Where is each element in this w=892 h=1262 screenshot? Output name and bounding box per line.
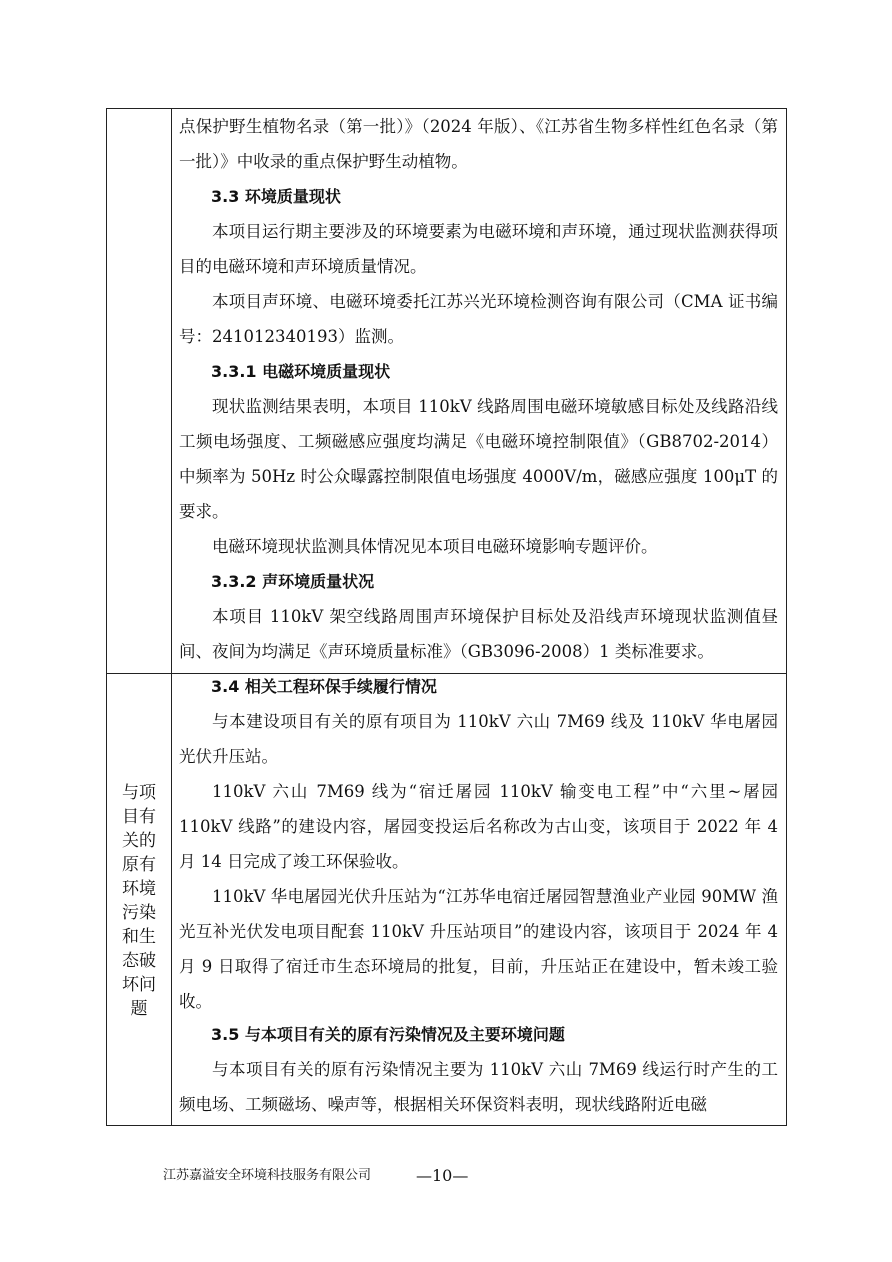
paragraph-line-7m69: 110kV 六山 7M69 线为“宿迁屠园 110kV 输变电工程”中“六里~屠园 110kV 线路”的建设内容，屠园变投运后名称改为古山变，该项目于 2022 年 4 月 14 日完成了竣工环保验收。 [179,782,778,871]
column-divider [171,109,172,1125]
paragraph-noise-results: 本项目 110kV 架空线路周围声环境保护目标处及沿线声环境现状监测值昼间、夜间为均满足《声环境质量标准》（GB3096-2008）1 类标准要求。 [179,607,778,661]
footer-company: 江苏嘉溢安全环境科技服务有限公司 [163,1168,372,1183]
heading-3-5: 3.5 与本项目有关的原有污染情况及主要环境问题 [211,1025,565,1044]
row-label-related-issues: 与项 目有 关的 原有 环境 污染 和生 态破 坏问 题 [122,783,156,1019]
heading-3-3-1: 3.3.1 电磁环境质量现状 [211,362,391,381]
paragraph-monitoring-agency: 本项目声环境、电磁环境委托江苏兴光环境检测咨询有限公司（CMA 证书编号：241012340193）监测。 [179,292,778,346]
paragraph-em-results: 现状监测结果表明，本项目 110kV 线路周围电磁环境敏感目标处及线路沿线工频电场强度、工频磁感应强度均满足《电磁环境控制限值》（GB8702-2014）中频率为 50Hz 时公众曝露控制限值电场强度 4000V/m，磁感应强度 100μT 的要求。 [179,397,778,521]
paragraph-booster-station: 110kV 华电屠园光伏升压站为“江苏华电宿迁屠园智慧渔业产业园 90MW 渔光互补光伏发电项目配套 110kV 升压站项目”的建设内容，该项目于 2024 年 4 月 9 日取得了宿迁市生态环境局的批复，目前，升压站正在建设中，暂未竣工验收。 [179,887,778,1011]
heading-3-4: 3.4 相关工程环保手续履行情况 [211,677,437,696]
report-table [106,108,787,1126]
heading-3-3-2: 3.3.2 声环境质量状况 [211,572,375,591]
paragraph-env-elements: 本项目运行期主要涉及的环境要素为电磁环境和声环境，通过现状监测获得项目的电磁环境和声环境质量情况。 [179,222,778,276]
page-number: —10— [416,1166,469,1185]
paragraph-existing-pollution: 与本项目有关的原有污染情况主要为 110kV 六山 7M69 线运行时产生的工频电场、工频磁场、噪声等，根据相关环保资料表明，现状线路附近电磁 [179,1060,778,1114]
heading-3-3: 3.3 环境质量现状 [211,187,341,206]
paragraph-protected-species: 点保护野生植物名录（第一批）》（2024 年版）、《江苏省生物多样性红色名录（第一批）》中收录的重点保护野生动植物。 [179,117,778,171]
paragraph-em-details: 电磁环境现状监测具体情况见本项目电磁环境影响专题评价。 [212,537,658,556]
paragraph-related-projects: 与本建设项目有关的原有项目为 110kV 六山 7M69 线及 110kV 华电屠园光伏升压站。 [179,712,778,766]
